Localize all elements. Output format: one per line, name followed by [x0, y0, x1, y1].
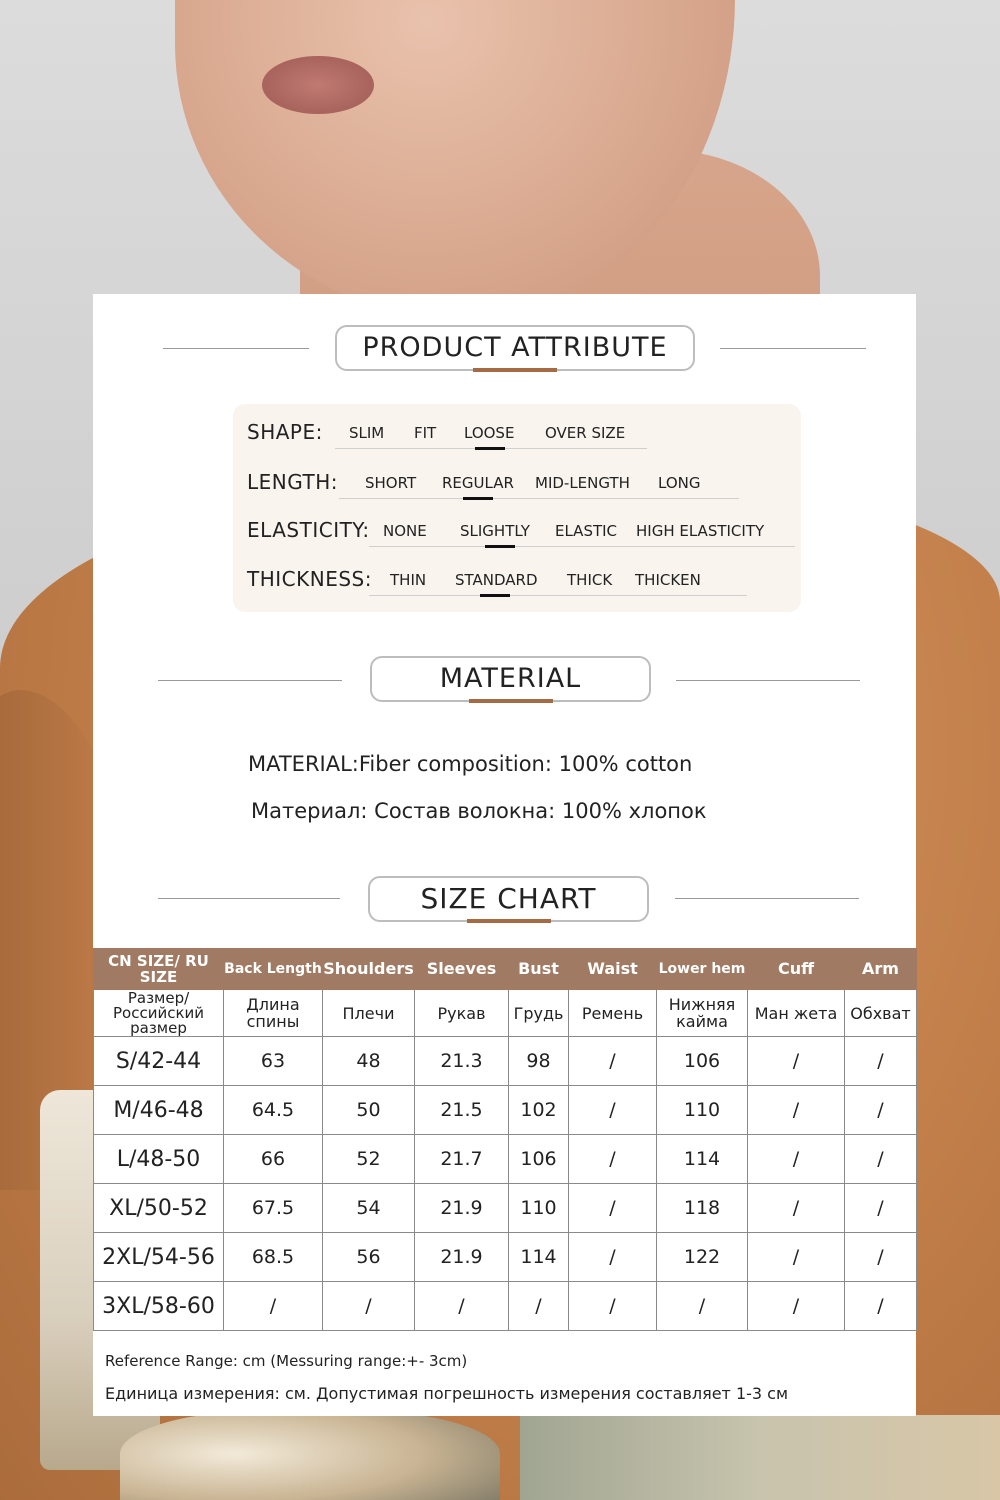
attr-label-elasticity: ELASTICITY:: [247, 518, 370, 542]
header-cell-ru: Размер/ Российский размер: [94, 990, 224, 1037]
attr-option: FIT: [414, 424, 437, 442]
table-cell: 118: [657, 1184, 748, 1233]
table-cell: 122: [657, 1233, 748, 1282]
table-cell: 102: [509, 1086, 569, 1135]
table-cell: 114: [657, 1135, 748, 1184]
size-chart-title: [368, 876, 649, 922]
table-cell: 64.5: [224, 1086, 323, 1135]
attr-option: OVER SIZE: [545, 424, 626, 442]
attr-option: THICKEN: [635, 571, 701, 589]
header-cell-ru: Нижняя кайма: [657, 990, 748, 1037]
header-cell-ru: Грудь: [509, 990, 569, 1037]
header-cell: Bust: [509, 949, 569, 990]
table-cell: /: [569, 1086, 657, 1135]
attr-option-selected: SLIGHTLY: [460, 522, 530, 540]
table-cell: /: [845, 1184, 917, 1233]
selected-marker: [485, 545, 515, 548]
table-cell: 106: [657, 1037, 748, 1086]
table-cell: /: [415, 1282, 509, 1331]
table-cell: /: [748, 1037, 845, 1086]
table-cell: /: [748, 1086, 845, 1135]
attr-option: HIGH ELASTICITY: [636, 522, 765, 540]
header-cell-ru: Длина спины: [224, 990, 323, 1037]
table-cell: /: [845, 1282, 917, 1331]
table-cell: /: [748, 1184, 845, 1233]
table-cell: 66: [224, 1135, 323, 1184]
table-cell: /: [569, 1135, 657, 1184]
table-cell: 50: [323, 1086, 415, 1135]
selected-marker: [480, 594, 510, 597]
attr-option: THICK: [567, 571, 613, 589]
header-cell: CN SIZE/ RU SIZE: [94, 949, 224, 990]
section-rule-right: [720, 348, 866, 349]
material-text-ru: Материал: Состав волокна: 100% хлопок: [251, 799, 707, 823]
table-cell: /: [748, 1282, 845, 1331]
table-cell: 63: [224, 1037, 323, 1086]
shirt-print-right: [520, 1415, 1000, 1500]
table-cell: 68.5: [224, 1233, 323, 1282]
header-row-en: [94, 949, 917, 990]
title-underline: [473, 368, 557, 372]
size-cell: 3XL/58-60: [94, 1282, 224, 1331]
attr-option: THIN: [390, 571, 427, 589]
attr-line: [369, 546, 795, 547]
header-cell: Back Length: [224, 949, 323, 990]
header-cell-ru: Ман жета: [748, 990, 845, 1037]
attr-option: MID-LENGTH: [535, 474, 630, 492]
table-cell: 110: [509, 1184, 569, 1233]
header-cell-ru: Плечи: [323, 990, 415, 1037]
table-cell: /: [509, 1282, 569, 1331]
table-cell: 48: [323, 1037, 415, 1086]
header-row-ru: [94, 990, 917, 1037]
table-cell: 21.9: [415, 1184, 509, 1233]
section-rule-left: [158, 898, 340, 899]
table-cell: /: [748, 1233, 845, 1282]
attr-option: SLIM: [349, 424, 385, 442]
attr-option: LONG: [658, 474, 701, 492]
size-chart-title-text: SIZE CHART: [420, 882, 597, 915]
selected-marker: [463, 497, 493, 500]
table-cell: /: [748, 1135, 845, 1184]
table-row: [94, 1086, 917, 1135]
size-chart-table: [93, 948, 917, 1331]
lips: [262, 56, 374, 114]
table-cell: 114: [509, 1233, 569, 1282]
table-cell: 56: [323, 1233, 415, 1282]
size-cell: M/46-48: [94, 1086, 224, 1135]
product-attribute-title: [335, 325, 695, 371]
header-cell: Lower hem: [657, 949, 748, 990]
header-cell: Shoulders: [323, 949, 415, 990]
title-underline: [467, 919, 551, 923]
size-cell: S/42-44: [94, 1037, 224, 1086]
header-cell: Waist: [569, 949, 657, 990]
size-cell: XL/50-52: [94, 1184, 224, 1233]
table-cell: /: [224, 1282, 323, 1331]
material-text-en: MATERIAL:Fiber composition: 100% cotton: [248, 752, 693, 776]
section-rule-right: [676, 680, 860, 681]
table-cell: 106: [509, 1135, 569, 1184]
table-row: [94, 1135, 917, 1184]
attr-option: SHORT: [365, 474, 417, 492]
table-cell: /: [845, 1135, 917, 1184]
attr-option-selected: REGULAR: [442, 474, 514, 492]
table-row: [94, 1037, 917, 1086]
table-cell: /: [569, 1184, 657, 1233]
product-info-card: [93, 294, 916, 1416]
attr-option: NONE: [383, 522, 427, 540]
table-row: [94, 1184, 917, 1233]
table-cell: /: [323, 1282, 415, 1331]
material-title-text: MATERIAL: [439, 663, 582, 694]
attr-line: [339, 498, 739, 499]
table-cell: /: [569, 1233, 657, 1282]
table-cell: 110: [657, 1086, 748, 1135]
attr-line: [369, 595, 747, 596]
attr-label-thickness: THICKNESS:: [247, 567, 372, 591]
shirt-print-bottom: [120, 1410, 500, 1500]
header-cell: Sleeves: [415, 949, 509, 990]
section-rule-left: [158, 680, 342, 681]
header-cell: Cuff: [748, 949, 845, 990]
table-cell: 54: [323, 1184, 415, 1233]
attr-option-selected: LOOSE: [464, 424, 515, 442]
table-row: [94, 1233, 917, 1282]
attr-option-selected: STANDARD: [455, 571, 538, 589]
header-cell: Arm: [845, 949, 917, 990]
table-cell: 98: [509, 1037, 569, 1086]
reference-note-en: Reference Range: cm (Messuring range:+- 3cm): [105, 1352, 468, 1370]
table-cell: /: [845, 1037, 917, 1086]
attr-label-length: LENGTH:: [247, 470, 339, 494]
size-cell: L/48-50: [94, 1135, 224, 1184]
section-rule-right: [675, 898, 859, 899]
table-cell: 67.5: [224, 1184, 323, 1233]
table-cell: /: [845, 1086, 917, 1135]
title-underline: [469, 699, 553, 703]
material-title: [370, 656, 651, 702]
attr-option: ELASTIC: [555, 522, 618, 540]
header-cell-ru: Обхват: [845, 990, 917, 1037]
attr-label-shape: SHAPE:: [247, 420, 323, 444]
reference-note-ru: Единица измерения: см. Допустимая погрешность измерения составляет 1-3 см: [105, 1384, 789, 1403]
section-rule-left: [163, 348, 309, 349]
attribute-box: [233, 404, 801, 612]
table-cell: 21.9: [415, 1233, 509, 1282]
table-cell: 21.5: [415, 1086, 509, 1135]
header-cell-ru: Ремень: [569, 990, 657, 1037]
table-cell: 52: [323, 1135, 415, 1184]
selected-marker: [475, 447, 505, 450]
table-cell: /: [845, 1233, 917, 1282]
table-cell: 21.3: [415, 1037, 509, 1086]
table-cell: /: [569, 1282, 657, 1331]
product-attribute-title-text: PRODUCT ATTRIBUTE: [362, 332, 668, 363]
size-cell: 2XL/54-56: [94, 1233, 224, 1282]
table-row: [94, 1282, 917, 1331]
table-cell: /: [657, 1282, 748, 1331]
table-cell: 21.7: [415, 1135, 509, 1184]
header-cell-ru: Рукав: [415, 990, 509, 1037]
table-cell: /: [569, 1037, 657, 1086]
